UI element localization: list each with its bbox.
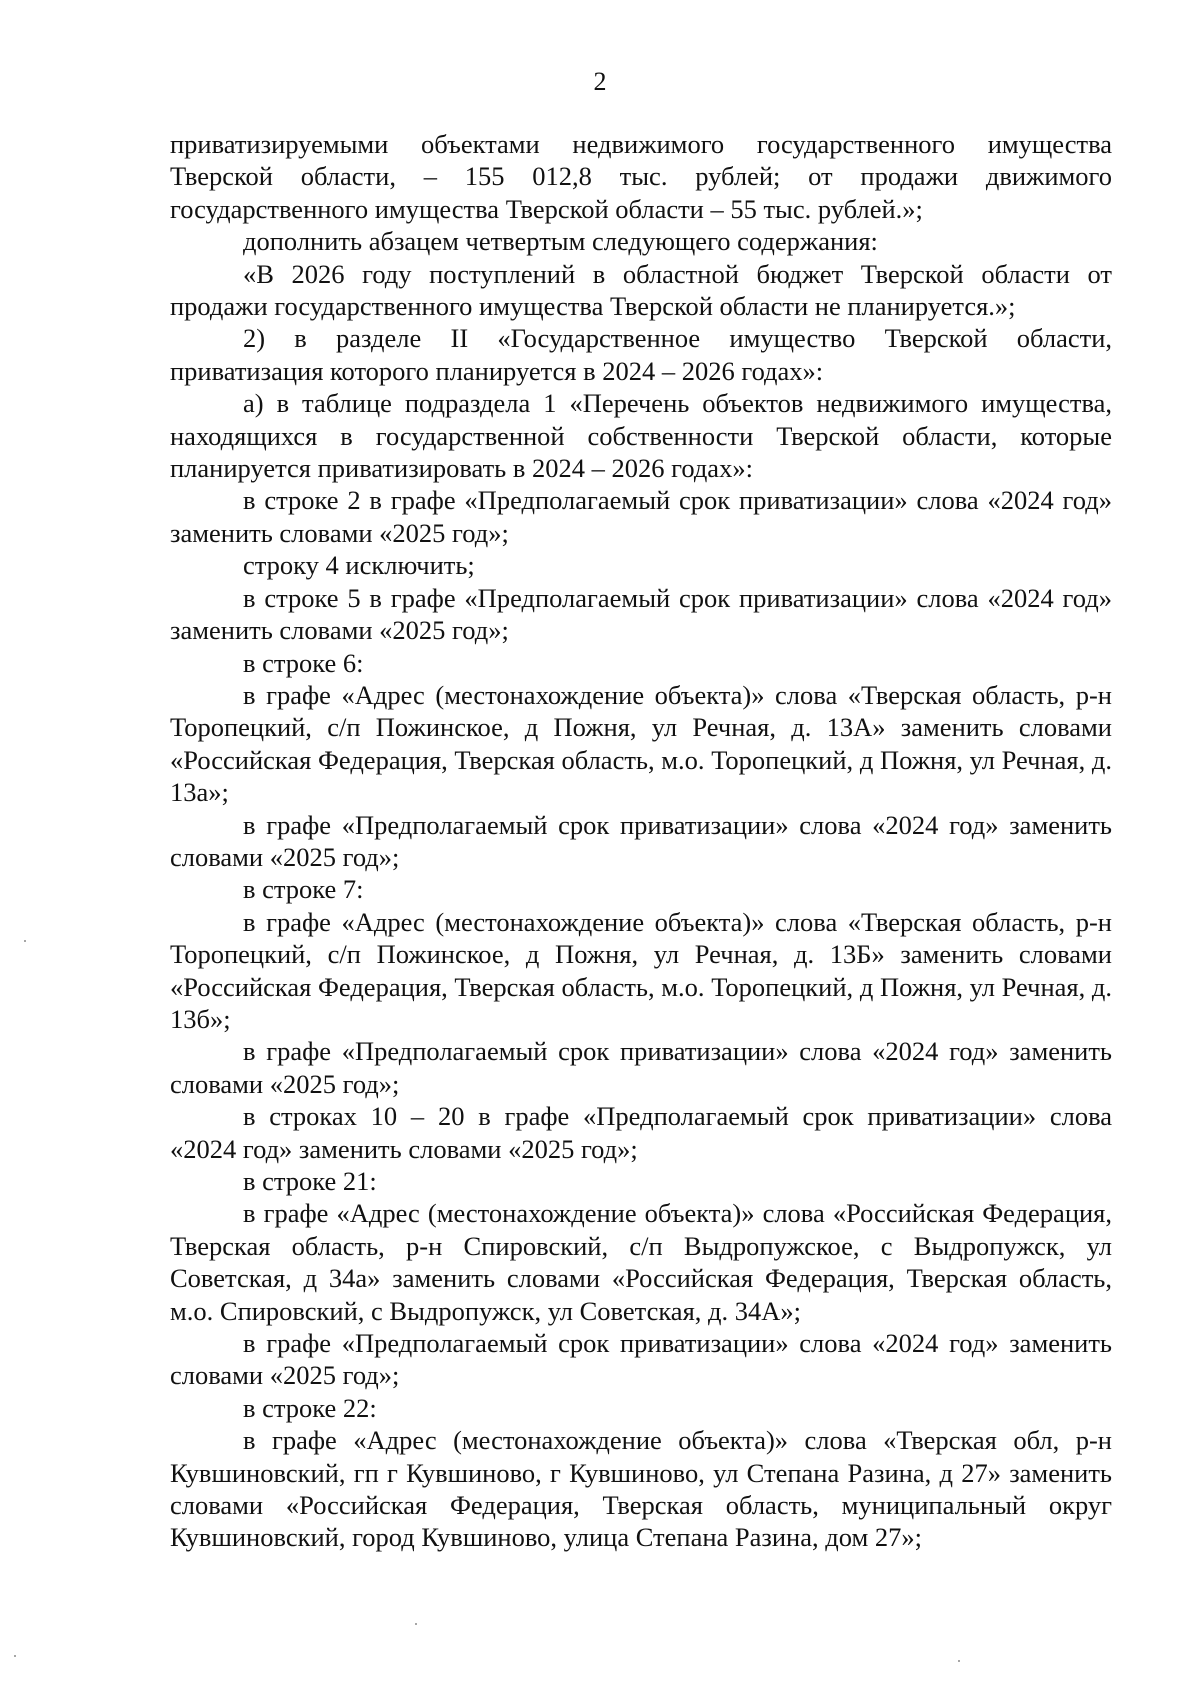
paragraph: в строке 2 в графе «Предполагаемый срок приватизации» слова «2024 год» заменить словами «2025 год»; bbox=[170, 485, 1112, 548]
paragraph: в графе «Адрес (местонахождение объекта)» слова «Тверская область, р-н Торопецкий, с/п Пожинское, д Пожня, ул Речная, д. 13Б» заменить словами «Российская Федерация, Тверская область, м.о. Торопецкий, д Пожня, ул Речная, д. 13б»; bbox=[170, 906, 1112, 1034]
paragraph: в графе «Предполагаемый срок приватизации» слова «2024 год» заменить словами «2025 год»; bbox=[170, 1328, 1112, 1391]
scan-speck bbox=[14, 1655, 16, 1657]
paragraph: строку 4 исключить; bbox=[243, 550, 475, 581]
paragraph: дополнить абзацем четвертым следующего содержания: bbox=[243, 226, 878, 257]
paragraph: 2) в разделе II «Государственное имущество Тверской области, приватизация которого планируется в 2024 – 2026 годах»: bbox=[170, 323, 1112, 386]
paragraph: в графе «Предполагаемый срок приватизации» слова «2024 год» заменить словами «2025 год»; bbox=[170, 1036, 1112, 1099]
paragraph: в графе «Адрес (местонахождение объекта)» слова «Тверская область, р-н Торопецкий, с/п Пожинское, д Пожня, ул Речная, д. 13А» заменить словами «Российская Федерация, Тверская область, м.о. Торопецкий, д Пожня, ул Речная, д. 13а»; bbox=[170, 679, 1112, 808]
scan-speck bbox=[415, 1623, 417, 1625]
paragraph: в строке 22: bbox=[243, 1392, 377, 1423]
paragraph: а) в таблице подраздела 1 «Перечень объектов недвижимого имущества, находящихся в государственной собственности Тверской области, которые планируется приватизировать в 2024 – 2026 годах»: bbox=[170, 388, 1112, 484]
scan-speck bbox=[958, 1660, 960, 1662]
paragraph: в графе «Адрес (местонахождение объекта)» слова «Тверская обл, р-н Кувшиновский, гп г Кувшиново, г Кувшиново, ул Степана Разина, д 27» заменить словами «Российская Федерация, Тверская область, муниципальный округ Кувшиновский, город Кувшиново, улица Степана Разина, дом 27»; bbox=[170, 1425, 1112, 1553]
paragraph: приватизируемыми объектами недвижимого государственного имущества Тверской области, – 155 012,8 тыс. рублей; от продажи движимого государственного имущества Тверской области – 55 тыс. рублей.»; bbox=[170, 129, 1112, 224]
paragraph: в строке 7: bbox=[243, 874, 364, 905]
paragraph: в строке 6: bbox=[243, 647, 364, 678]
page-number: 2 bbox=[593, 67, 607, 96]
document-body bbox=[170, 128, 1112, 1554]
paragraph: в строке 21: bbox=[243, 1166, 377, 1196]
paragraph: в графе «Предполагаемый срок приватизации» слова «2024 год» заменить словами «2025 год»; bbox=[170, 809, 1112, 872]
scan-speck bbox=[24, 940, 26, 942]
paragraph: «В 2026 году поступлений в областной бюджет Тверской области от продажи государственного имущества Тверской области не планируется.»; bbox=[170, 258, 1112, 322]
paragraph: в графе «Адрес (местонахождение объекта)» слова «Российская Федерация, Тверская область, р-н Спировский, с/п Выдропужское, с Выдропужск, ул Советская, д 34а» заменить словами «Российская Федерация, Тверская область, м.о. Спировский, с Выдропужск, ул Советская, д. 34А»; bbox=[170, 1198, 1112, 1326]
paragraph: в строке 5 в графе «Предполагаемый срок приватизации» слова «2024 год» заменить словами «2025 год»; bbox=[170, 582, 1112, 646]
paragraph: в строках 10 – 20 в графе «Предполагаемый срок приватизации» слова «2024 год» заменить словами «2025 год»; bbox=[170, 1101, 1112, 1164]
